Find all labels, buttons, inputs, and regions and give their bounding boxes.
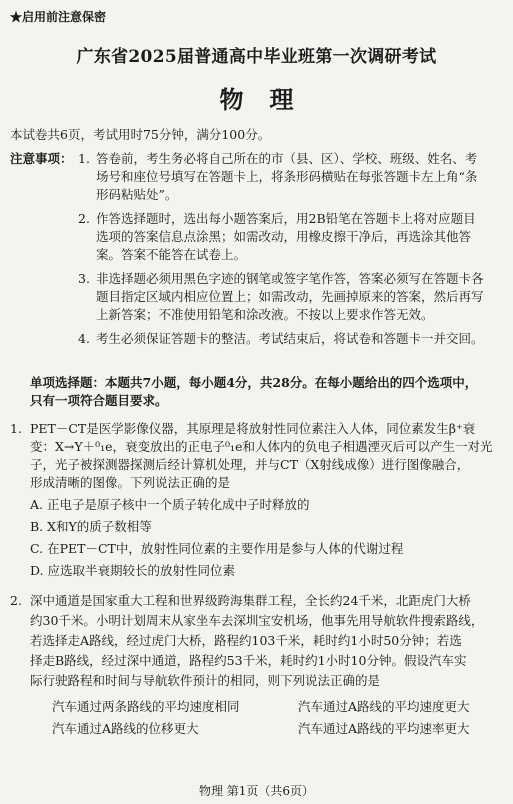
notice-4-line-1: 考生必须保证答题卡的整洁。考试结束后，将试卷和答题卡一并交回。 bbox=[96, 331, 484, 346]
notice-2-line-3: 案。答案不能答在试卷上。 bbox=[96, 247, 247, 262]
q2-line-5: 际行驶路程和时间与导航软件预计的相同，则下列说法正确的是 bbox=[30, 673, 381, 688]
q1-option-c: C. 在PET－CT中，放射性同位素的主要作用是参与人体的代谢过程 bbox=[30, 541, 404, 556]
notice-2-num: 2. bbox=[78, 211, 90, 226]
notice-3-line-3: 上新答案；不准使用铅笔和涂改液。不按以上要求作答无效。 bbox=[96, 307, 434, 322]
notice-3-line-1: 非选择题必须用黑色字迹的钢笔或签字笔作答，答案必须写在答题卡各 bbox=[96, 271, 484, 286]
confidential-mark: ★启用前注意保密 bbox=[10, 10, 107, 24]
subject-title: 物理 bbox=[219, 85, 320, 114]
q2-line-4: 择走B路线，经过深中通道，路程约53千米，耗时约1小时10分钟。假设汽车实 bbox=[30, 653, 467, 668]
q2-line-3: 若选择走A路线，经过虎门大桥，路程约103千米，耗时约1小时50分钟；若选 bbox=[30, 633, 462, 648]
q1-number: 1. bbox=[10, 421, 22, 436]
q1-line-1: PET－CT是医学影像仪器，其原理是将放射性同位素注入人体，同位素发生β⁺衰 bbox=[30, 421, 476, 436]
notice-1-line-3: 形码粘贴处”。 bbox=[96, 187, 178, 202]
q2-line-2: 约30千米。小明计划周末从家坐车去深圳宝安机场，他事先用导航软件搜索路线， bbox=[30, 613, 484, 628]
notice-4-num: 4. bbox=[78, 331, 90, 346]
q2-option-d: 汽车通过A路线的平均速率更大 bbox=[298, 721, 470, 736]
page-footer: 物理 第1页（共6页） bbox=[198, 784, 315, 798]
q1-option-a: A. 正电子是原子核中一个质子转化成中子时释放的 bbox=[30, 497, 310, 512]
section-heading-line-2: 只有一项符合题目要求。 bbox=[30, 393, 168, 408]
section-heading-line-1: 单项选择题：本题共7小题，每小题4分，共28分。在每小题给出的四个选项中， bbox=[30, 375, 478, 390]
exam-intro: 本试卷共6页，考试用时75分钟，满分100分。 bbox=[10, 127, 271, 142]
notice-1-line-2: 场号和座位号填写在答题卡上，将条形码横贴在每张答题卡左上角“条 bbox=[96, 169, 478, 184]
notice-2-line-1: 作答选择题时，选出每小题答案后，用2B铅笔在答题卡上将对应题目 bbox=[96, 211, 476, 226]
notice-2-line-2: 选项的答案信息点涂黑；如需改动，用橡皮擦干净后，再选涂其他答 bbox=[96, 229, 472, 244]
notice-3-num: 3. bbox=[78, 271, 90, 286]
q2-option-b: 汽车通过A路线的平均速度更大 bbox=[298, 699, 470, 714]
q1-line-3: 子，光子被探测器探测后经计算机处理，并与CT（X射线成像）进行图像融合， bbox=[30, 457, 470, 472]
q1-option-b: B. X和Y的质子数相等 bbox=[30, 519, 152, 534]
q2-line-1: 深中通道是国家重大工程和世界级跨海集群工程，全长约24千米，北距虎门大桥 bbox=[30, 593, 471, 608]
notice-1-line-1: 答卷前，考生务必将自己所在的市（县、区）、学校、班级、姓名、考 bbox=[96, 151, 478, 166]
notice-label: 注意事项： bbox=[10, 151, 73, 166]
q1-option-d: D. 应选取半衰期较长的放射性同位素 bbox=[30, 563, 236, 578]
q2-number: 2. bbox=[10, 593, 22, 608]
exam-title: 广东省2025届普通高中毕业班第一次调研考试 bbox=[76, 47, 437, 67]
q2-option-c: 汽车通过A路线的位移更大 bbox=[52, 721, 199, 736]
q1-line-4: 形成清晰的图像。下列说法正确的是 bbox=[30, 475, 231, 490]
q2-option-a: 汽车通过两条路线的平均速度相同 bbox=[52, 699, 240, 714]
notice-3-line-2: 题目指定区域内相应位置上；如需改动，先画掉原来的答案，然后再写 bbox=[96, 289, 484, 304]
notice-1-num: 1. bbox=[78, 151, 90, 166]
q1-line-2: 变：X→Y＋⁰₁e，衰变放出的正电子⁰₁e和人体内的负电子相遇湮灭后可以产生一对光 bbox=[30, 439, 493, 454]
